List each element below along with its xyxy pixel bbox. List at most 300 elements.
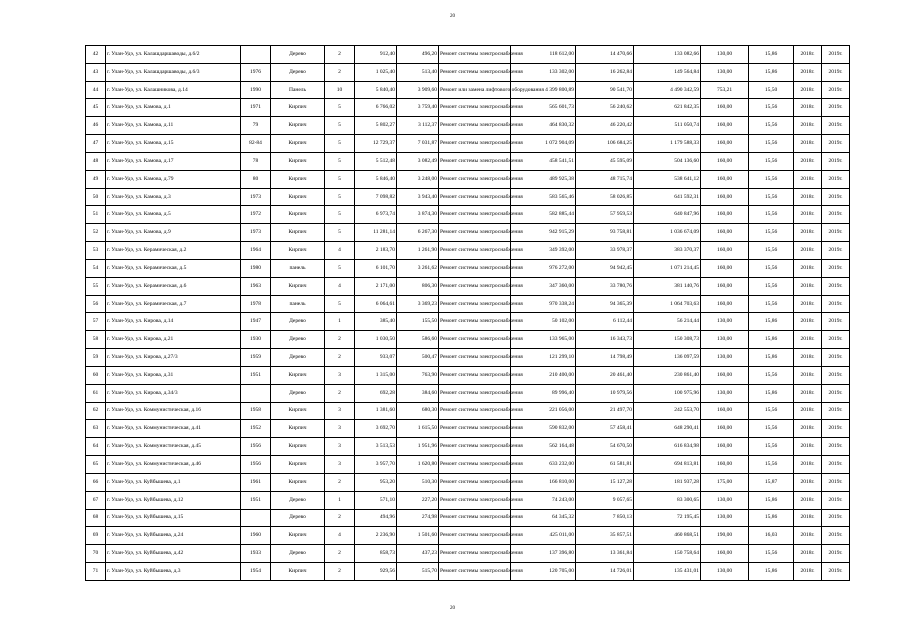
address-cell: г. Улан-Удэ, ул. Куйбышева, д.15 bbox=[106, 509, 241, 527]
total-area-cell: 3 513,53 bbox=[355, 438, 397, 456]
cost-total-cell: 562 164,48 bbox=[511, 438, 576, 456]
year-from-cell: 2018г. bbox=[794, 99, 822, 117]
cost-reserve-cell: 14 470,66 bbox=[576, 46, 634, 64]
year-to-cell: 2019г. bbox=[822, 63, 850, 81]
build-year-cell: 1978 bbox=[241, 295, 271, 313]
floors-cell: 5 bbox=[325, 224, 355, 242]
year-from-cell: 2018г. bbox=[794, 527, 822, 545]
work-type-cell: Ремонт системы электроснабжения bbox=[439, 46, 511, 64]
total-area-cell: 912,40 bbox=[355, 46, 397, 64]
cost-sum-cell: 1 071 214,45 bbox=[634, 259, 701, 277]
row-number-cell: 71 bbox=[86, 563, 106, 581]
fee-cell: 15,50 bbox=[749, 81, 794, 99]
cost-sum-cell: 381 140,76 bbox=[634, 277, 701, 295]
address-cell: г. Улан-Удэ, ул. Камова, д.1 bbox=[106, 99, 241, 117]
work-type-cell: Ремонт системы электроснабжения bbox=[439, 170, 511, 188]
table-row bbox=[86, 206, 850, 224]
build-year-cell: 82-84 bbox=[241, 135, 271, 153]
work-type-cell: Ремонт системы электроснабжения bbox=[439, 366, 511, 384]
year-from-cell: 2018г. bbox=[794, 366, 822, 384]
unit-rate-cell: 130,00 bbox=[701, 63, 749, 81]
address-cell: г. Улан-Удэ, ул. Коммунистическая, д.46 bbox=[106, 456, 241, 474]
unit-rate-cell: 160,00 bbox=[701, 117, 749, 135]
cost-reserve-cell: 20 461,40 bbox=[576, 366, 634, 384]
total-area-cell: 571,10 bbox=[355, 491, 397, 509]
cost-sum-cell: 4 490 342,59 bbox=[634, 81, 701, 99]
year-from-cell: 2018г. bbox=[794, 331, 822, 349]
cost-reserve-cell: 16 343,73 bbox=[576, 331, 634, 349]
row-number-cell: 65 bbox=[86, 456, 106, 474]
year-from-cell: 2018г. bbox=[794, 545, 822, 563]
cost-reserve-cell: 7 850,13 bbox=[576, 509, 634, 527]
cost-total-cell: 120 705,00 bbox=[511, 563, 576, 581]
floors-cell: 2 bbox=[325, 545, 355, 563]
total-area-cell: 5 512,48 bbox=[355, 152, 397, 170]
cost-total-cell: 590 832,00 bbox=[511, 420, 576, 438]
work-type-cell: Ремонт системы электроснабжения bbox=[439, 152, 511, 170]
wall-material-cell: Кирпич bbox=[271, 99, 325, 117]
fee-cell: 15,56 bbox=[749, 438, 794, 456]
year-to-cell: 2019г. bbox=[822, 152, 850, 170]
cost-total-cell: 121 299,10 bbox=[511, 349, 576, 367]
total-area-cell: 11 281,14 bbox=[355, 224, 397, 242]
cost-sum-cell: 72 195,45 bbox=[634, 509, 701, 527]
build-year-cell bbox=[241, 384, 271, 402]
cost-total-cell: 565 601,73 bbox=[511, 99, 576, 117]
build-year-cell: 1964 bbox=[241, 242, 271, 260]
unit-rate-cell: 130,00 bbox=[701, 349, 749, 367]
year-from-cell: 2018г. bbox=[794, 438, 822, 456]
year-to-cell: 2019г. bbox=[822, 331, 850, 349]
cost-reserve-cell: 57 458,41 bbox=[576, 420, 634, 438]
living-area-cell: 1 620,80 bbox=[397, 456, 439, 474]
unit-rate-cell: 160,00 bbox=[701, 545, 749, 563]
table-row bbox=[86, 456, 850, 474]
cost-total-cell: 347 360,00 bbox=[511, 277, 576, 295]
floors-cell: 3 bbox=[325, 366, 355, 384]
cost-sum-cell: 641 592,31 bbox=[634, 188, 701, 206]
address-cell: г. Улан-Удэ, ул. Куйбышева, д.24 bbox=[106, 527, 241, 545]
living-area-cell: 806,30 bbox=[397, 277, 439, 295]
table-row bbox=[86, 188, 850, 206]
cost-reserve-cell: 6 112,44 bbox=[576, 313, 634, 331]
total-area-cell: 3 957,70 bbox=[355, 456, 397, 474]
address-cell: г. Улан-Удэ, ул. Керамическая, д.6 bbox=[106, 277, 241, 295]
fee-cell: 15,87 bbox=[749, 473, 794, 491]
unit-rate-cell: 160,00 bbox=[701, 242, 749, 260]
year-to-cell: 2019г. bbox=[822, 527, 850, 545]
table-row bbox=[86, 366, 850, 384]
build-year-cell: 1973 bbox=[241, 224, 271, 242]
total-area-cell: 6 973,74 bbox=[355, 206, 397, 224]
fee-cell: 15,56 bbox=[749, 135, 794, 153]
wall-material-cell: Кирпич bbox=[271, 117, 325, 135]
unit-rate-cell: 160,00 bbox=[701, 259, 749, 277]
total-area-cell: 494,96 bbox=[355, 509, 397, 527]
cost-sum-cell: 1 064 703,63 bbox=[634, 295, 701, 313]
wall-material-cell: Кирпич bbox=[271, 402, 325, 420]
year-from-cell: 2018г. bbox=[794, 46, 822, 64]
row-number-cell: 64 bbox=[86, 438, 106, 456]
build-year-cell: 1972 bbox=[241, 206, 271, 224]
build-year-cell: 1951 bbox=[241, 491, 271, 509]
cost-sum-cell: 694 813,81 bbox=[634, 456, 701, 474]
cost-reserve-cell: 14 726,01 bbox=[576, 563, 634, 581]
cost-sum-cell: 100 975,96 bbox=[634, 384, 701, 402]
housing-repair-table bbox=[85, 45, 850, 581]
row-number-cell: 50 bbox=[86, 188, 106, 206]
work-type-cell: Ремонт системы электроснабжения bbox=[439, 384, 511, 402]
work-type-cell: Ремонт системы электроснабжения bbox=[439, 99, 511, 117]
total-area-cell: 5 802,27 bbox=[355, 117, 397, 135]
work-type-cell: Ремонт системы электроснабжения bbox=[439, 491, 511, 509]
wall-material-cell: Кирпич bbox=[271, 438, 325, 456]
table-row bbox=[86, 63, 850, 81]
table-row bbox=[86, 349, 850, 367]
total-area-cell: 953,20 bbox=[355, 473, 397, 491]
table-row bbox=[86, 259, 850, 277]
unit-rate-cell: 130,00 bbox=[701, 509, 749, 527]
floors-cell: 10 bbox=[325, 81, 355, 99]
row-number-cell: 59 bbox=[86, 349, 106, 367]
year-to-cell: 2019г. bbox=[822, 277, 850, 295]
year-from-cell: 2018г. bbox=[794, 349, 822, 367]
cost-sum-cell: 511 050,74 bbox=[634, 117, 701, 135]
cost-total-cell: 133 965,00 bbox=[511, 331, 576, 349]
total-area-cell: 6 766,02 bbox=[355, 99, 397, 117]
build-year-cell: 1930 bbox=[241, 331, 271, 349]
fee-cell: 15,56 bbox=[749, 242, 794, 260]
unit-rate-cell: 160,00 bbox=[701, 170, 749, 188]
cost-reserve-cell: 13 361,84 bbox=[576, 545, 634, 563]
fee-cell: 15,56 bbox=[749, 545, 794, 563]
page-number-bottom: 20 bbox=[450, 606, 455, 611]
living-area-cell: 6 267,30 bbox=[397, 224, 439, 242]
year-from-cell: 2018г. bbox=[794, 81, 822, 99]
address-cell: г. Улан-Удэ, ул. Камова, д.11 bbox=[106, 117, 241, 135]
cost-sum-cell: 83 300,65 bbox=[634, 491, 701, 509]
living-area-cell: 680,30 bbox=[397, 402, 439, 420]
year-to-cell: 2019г. bbox=[822, 563, 850, 581]
cost-total-cell: 582 885,44 bbox=[511, 206, 576, 224]
unit-rate-cell: 160,00 bbox=[701, 438, 749, 456]
cost-total-cell: 349 392,00 bbox=[511, 242, 576, 260]
cost-reserve-cell: 54 670,50 bbox=[576, 438, 634, 456]
row-number-cell: 63 bbox=[86, 420, 106, 438]
cost-total-cell: 64 345,32 bbox=[511, 509, 576, 527]
cost-reserve-cell: 106 684,25 bbox=[576, 135, 634, 153]
unit-rate-cell: 160,00 bbox=[701, 295, 749, 313]
build-year-cell: 1963 bbox=[241, 277, 271, 295]
year-from-cell: 2018г. bbox=[794, 509, 822, 527]
cost-sum-cell: 56 214,44 bbox=[634, 313, 701, 331]
cost-total-cell: 489 925,38 bbox=[511, 170, 576, 188]
cost-total-cell: 583 565,46 bbox=[511, 188, 576, 206]
cost-reserve-cell: 48 715,74 bbox=[576, 170, 634, 188]
total-area-cell: 1 025,40 bbox=[355, 63, 397, 81]
table-row bbox=[86, 46, 850, 64]
floors-cell: 1 bbox=[325, 491, 355, 509]
wall-material-cell: Дерево bbox=[271, 46, 325, 64]
year-to-cell: 2019г. bbox=[822, 206, 850, 224]
fee-cell: 15,56 bbox=[749, 224, 794, 242]
floors-cell: 3 bbox=[325, 402, 355, 420]
build-year-cell: 78 bbox=[241, 152, 271, 170]
living-area-cell: 1 951,96 bbox=[397, 438, 439, 456]
living-area-cell: 3 909,60 bbox=[397, 81, 439, 99]
cost-total-cell: 166 810,00 bbox=[511, 473, 576, 491]
wall-material-cell: Кирпич bbox=[271, 366, 325, 384]
floors-cell: 5 bbox=[325, 188, 355, 206]
unit-rate-cell: 160,00 bbox=[701, 152, 749, 170]
fee-cell: 15,86 bbox=[749, 509, 794, 527]
address-cell: г. Улан-Удэ, ул. Калашникова, д.14 bbox=[106, 81, 241, 99]
floors-cell: 1 bbox=[325, 313, 355, 331]
table-row bbox=[86, 81, 850, 99]
year-from-cell: 2018г. bbox=[794, 277, 822, 295]
row-number-cell: 56 bbox=[86, 295, 106, 313]
cost-total-cell: 976 272,00 bbox=[511, 259, 576, 277]
year-from-cell: 2018г. bbox=[794, 224, 822, 242]
wall-material-cell: Кирпич bbox=[271, 242, 325, 260]
year-from-cell: 2018г. bbox=[794, 402, 822, 420]
year-from-cell: 2018г. bbox=[794, 563, 822, 581]
cost-reserve-cell: 35 857,51 bbox=[576, 527, 634, 545]
fee-cell: 15,56 bbox=[749, 259, 794, 277]
cost-total-cell: 221 056,00 bbox=[511, 402, 576, 420]
build-year-cell bbox=[241, 509, 271, 527]
cost-total-cell: 74 243,00 bbox=[511, 491, 576, 509]
total-area-cell: 6 064,61 bbox=[355, 295, 397, 313]
total-area-cell: 2 171,00 bbox=[355, 277, 397, 295]
year-from-cell: 2018г. bbox=[794, 420, 822, 438]
unit-rate-cell: 130,00 bbox=[701, 563, 749, 581]
work-type-cell: Ремонт системы электроснабжения bbox=[439, 563, 511, 581]
cost-total-cell: 1 072 904,09 bbox=[511, 135, 576, 153]
unit-rate-cell: 160,00 bbox=[701, 206, 749, 224]
fee-cell: 15,56 bbox=[749, 456, 794, 474]
cost-reserve-cell: 14 798,49 bbox=[576, 349, 634, 367]
fee-cell: 15,56 bbox=[749, 117, 794, 135]
fee-cell: 15,86 bbox=[749, 313, 794, 331]
table-row bbox=[86, 277, 850, 295]
cost-sum-cell: 181 937,28 bbox=[634, 473, 701, 491]
address-cell: г. Улан-Удэ, ул. Керамическая, д.5 bbox=[106, 259, 241, 277]
unit-rate-cell: 160,00 bbox=[701, 366, 749, 384]
row-number-cell: 55 bbox=[86, 277, 106, 295]
year-to-cell: 2019г. bbox=[822, 188, 850, 206]
cost-reserve-cell: 56 240,62 bbox=[576, 99, 634, 117]
floors-cell: 4 bbox=[325, 527, 355, 545]
cost-sum-cell: 460 868,51 bbox=[634, 527, 701, 545]
wall-material-cell: Дерево bbox=[271, 384, 325, 402]
address-cell: г. Улан-Удэ, ул. Коммунистическая, д.16 bbox=[106, 402, 241, 420]
address-cell: г. Улан-Удэ, ул. Кирова, д.21 bbox=[106, 331, 241, 349]
year-from-cell: 2018г. bbox=[794, 384, 822, 402]
fee-cell: 15,56 bbox=[749, 402, 794, 420]
wall-material-cell: Кирпич bbox=[271, 420, 325, 438]
total-area-cell: 1 315,00 bbox=[355, 366, 397, 384]
table-row bbox=[86, 491, 850, 509]
floors-cell: 2 bbox=[325, 509, 355, 527]
floors-cell: 2 bbox=[325, 384, 355, 402]
cost-sum-cell: 136 097,59 bbox=[634, 349, 701, 367]
floors-cell: 4 bbox=[325, 277, 355, 295]
unit-rate-cell: 130,00 bbox=[701, 491, 749, 509]
wall-material-cell: Кирпич bbox=[271, 456, 325, 474]
living-area-cell: 3 112,37 bbox=[397, 117, 439, 135]
fee-cell: 15,56 bbox=[749, 188, 794, 206]
address-cell: г. Улан-Удэ, ул. Камова, д.5 bbox=[106, 206, 241, 224]
row-number-cell: 66 bbox=[86, 473, 106, 491]
year-from-cell: 2018г. bbox=[794, 259, 822, 277]
year-from-cell: 2018г. bbox=[794, 117, 822, 135]
cost-sum-cell: 621 842,35 bbox=[634, 99, 701, 117]
unit-rate-cell: 160,00 bbox=[701, 402, 749, 420]
fee-cell: 15,86 bbox=[749, 46, 794, 64]
living-area-cell: 227,20 bbox=[397, 491, 439, 509]
unit-rate-cell: 160,00 bbox=[701, 224, 749, 242]
cost-total-cell: 942 915,29 bbox=[511, 224, 576, 242]
cost-reserve-cell: 94 365,39 bbox=[576, 295, 634, 313]
unit-rate-cell: 130,00 bbox=[701, 46, 749, 64]
build-year-cell: 1960 bbox=[241, 527, 271, 545]
floors-cell: 4 bbox=[325, 242, 355, 260]
living-area-cell: 384,60 bbox=[397, 384, 439, 402]
work-type-cell: Ремонт системы электроснабжения bbox=[439, 473, 511, 491]
row-number-cell: 58 bbox=[86, 331, 106, 349]
living-area-cell: 3 082,49 bbox=[397, 152, 439, 170]
year-from-cell: 2018г. bbox=[794, 206, 822, 224]
year-to-cell: 2019г. bbox=[822, 545, 850, 563]
total-area-cell: 5 840,40 bbox=[355, 81, 397, 99]
fee-cell: 15,56 bbox=[749, 295, 794, 313]
total-area-cell: 6 101,70 bbox=[355, 259, 397, 277]
living-area-cell: 3 369,23 bbox=[397, 295, 439, 313]
living-area-cell: 763,90 bbox=[397, 366, 439, 384]
table-row bbox=[86, 473, 850, 491]
year-to-cell: 2019г. bbox=[822, 384, 850, 402]
cost-reserve-cell: 45 595,09 bbox=[576, 152, 634, 170]
work-type-cell: Ремонт системы электроснабжения bbox=[439, 206, 511, 224]
work-type-cell: Ремонт системы электроснабжения bbox=[439, 224, 511, 242]
table-row bbox=[86, 545, 850, 563]
floors-cell: 3 bbox=[325, 438, 355, 456]
table-row bbox=[86, 117, 850, 135]
cost-sum-cell: 133 082,66 bbox=[634, 46, 701, 64]
row-number-cell: 48 bbox=[86, 152, 106, 170]
total-area-cell: 385,40 bbox=[355, 313, 397, 331]
floors-cell: 2 bbox=[325, 63, 355, 81]
unit-rate-cell: 190,00 bbox=[701, 527, 749, 545]
year-from-cell: 2018г. bbox=[794, 242, 822, 260]
floors-cell: 5 bbox=[325, 295, 355, 313]
build-year-cell: 80 bbox=[241, 170, 271, 188]
row-number-cell: 47 bbox=[86, 135, 106, 153]
floors-cell: 5 bbox=[325, 117, 355, 135]
work-type-cell: Ремонт системы электроснабжения bbox=[439, 545, 511, 563]
living-area-cell: 513,40 bbox=[397, 63, 439, 81]
work-type-cell: Ремонт системы электроснабжения bbox=[439, 527, 511, 545]
cost-total-cell: 118 612,00 bbox=[511, 46, 576, 64]
year-from-cell: 2018г. bbox=[794, 152, 822, 170]
row-number-cell: 68 bbox=[86, 509, 106, 527]
living-area-cell: 510,30 bbox=[397, 473, 439, 491]
wall-material-cell: Кирпич bbox=[271, 170, 325, 188]
wall-material-cell: Кирпич bbox=[271, 152, 325, 170]
floors-cell: 5 bbox=[325, 99, 355, 117]
year-to-cell: 2019г. bbox=[822, 46, 850, 64]
table-row bbox=[86, 402, 850, 420]
wall-material-cell: Кирпич bbox=[271, 135, 325, 153]
fee-cell: 15,56 bbox=[749, 206, 794, 224]
total-area-cell: 692,28 bbox=[355, 384, 397, 402]
row-number-cell: 52 bbox=[86, 224, 106, 242]
cost-sum-cell: 1 036 674,09 bbox=[634, 224, 701, 242]
fee-cell: 15,56 bbox=[749, 277, 794, 295]
year-from-cell: 2018г. bbox=[794, 135, 822, 153]
year-to-cell: 2019г. bbox=[822, 509, 850, 527]
table-row bbox=[86, 420, 850, 438]
table-row bbox=[86, 563, 850, 581]
table-row bbox=[86, 313, 850, 331]
address-cell: г. Улан-Удэ, ул. Куйбышева, д.1 bbox=[106, 473, 241, 491]
year-from-cell: 2018г. bbox=[794, 491, 822, 509]
cost-reserve-cell: 93 758,81 bbox=[576, 224, 634, 242]
year-to-cell: 2019г. bbox=[822, 402, 850, 420]
total-area-cell: 933,07 bbox=[355, 349, 397, 367]
cost-sum-cell: 648 290,41 bbox=[634, 420, 701, 438]
wall-material-cell: панель bbox=[271, 295, 325, 313]
row-number-cell: 43 bbox=[86, 63, 106, 81]
address-cell: г. Улан-Удэ, ул. Куйбышева, д.3 bbox=[106, 563, 241, 581]
total-area-cell: 1 381,60 bbox=[355, 402, 397, 420]
cost-sum-cell: 230 861,40 bbox=[634, 366, 701, 384]
floors-cell: 2 bbox=[325, 563, 355, 581]
address-cell: г. Улан-Удэ, ул. Керамическая, д.7 bbox=[106, 295, 241, 313]
wall-material-cell: Кирпич bbox=[271, 188, 325, 206]
address-cell: г. Улан-Удэ, ул. Керамическая, д.2 bbox=[106, 242, 241, 260]
unit-rate-cell: 160,00 bbox=[701, 456, 749, 474]
wall-material-cell: Кирпич bbox=[271, 277, 325, 295]
year-to-cell: 2019г. bbox=[822, 295, 850, 313]
cost-sum-cell: 242 553,70 bbox=[634, 402, 701, 420]
address-cell: г. Улан-Удэ, ул. Куйбышева, д.42 bbox=[106, 545, 241, 563]
floors-cell: 2 bbox=[325, 349, 355, 367]
build-year-cell: 1954 bbox=[241, 563, 271, 581]
page-number-top: 20 bbox=[450, 14, 455, 19]
row-number-cell: 57 bbox=[86, 313, 106, 331]
cost-reserve-cell: 15 127,28 bbox=[576, 473, 634, 491]
cost-reserve-cell: 58 026,85 bbox=[576, 188, 634, 206]
table-row bbox=[86, 224, 850, 242]
cost-total-cell: 458 541,51 bbox=[511, 152, 576, 170]
build-year-cell: 1956 bbox=[241, 456, 271, 474]
work-type-cell: Ремонт системы электроснабжения bbox=[439, 331, 511, 349]
build-year-cell: 1947 bbox=[241, 313, 271, 331]
cost-reserve-cell: 10 979,56 bbox=[576, 384, 634, 402]
wall-material-cell: Дерево bbox=[271, 331, 325, 349]
year-to-cell: 2019г. bbox=[822, 135, 850, 153]
address-cell: г. Улан-Удэ, ул. Камова, д.17 bbox=[106, 152, 241, 170]
work-type-cell: Ремонт системы электроснабжения bbox=[439, 259, 511, 277]
living-area-cell: 3 759,40 bbox=[397, 99, 439, 117]
row-number-cell: 62 bbox=[86, 402, 106, 420]
wall-material-cell: Дерево bbox=[271, 349, 325, 367]
fee-cell: 15,86 bbox=[749, 384, 794, 402]
cost-total-cell: 210 400,00 bbox=[511, 366, 576, 384]
row-number-cell: 44 bbox=[86, 81, 106, 99]
